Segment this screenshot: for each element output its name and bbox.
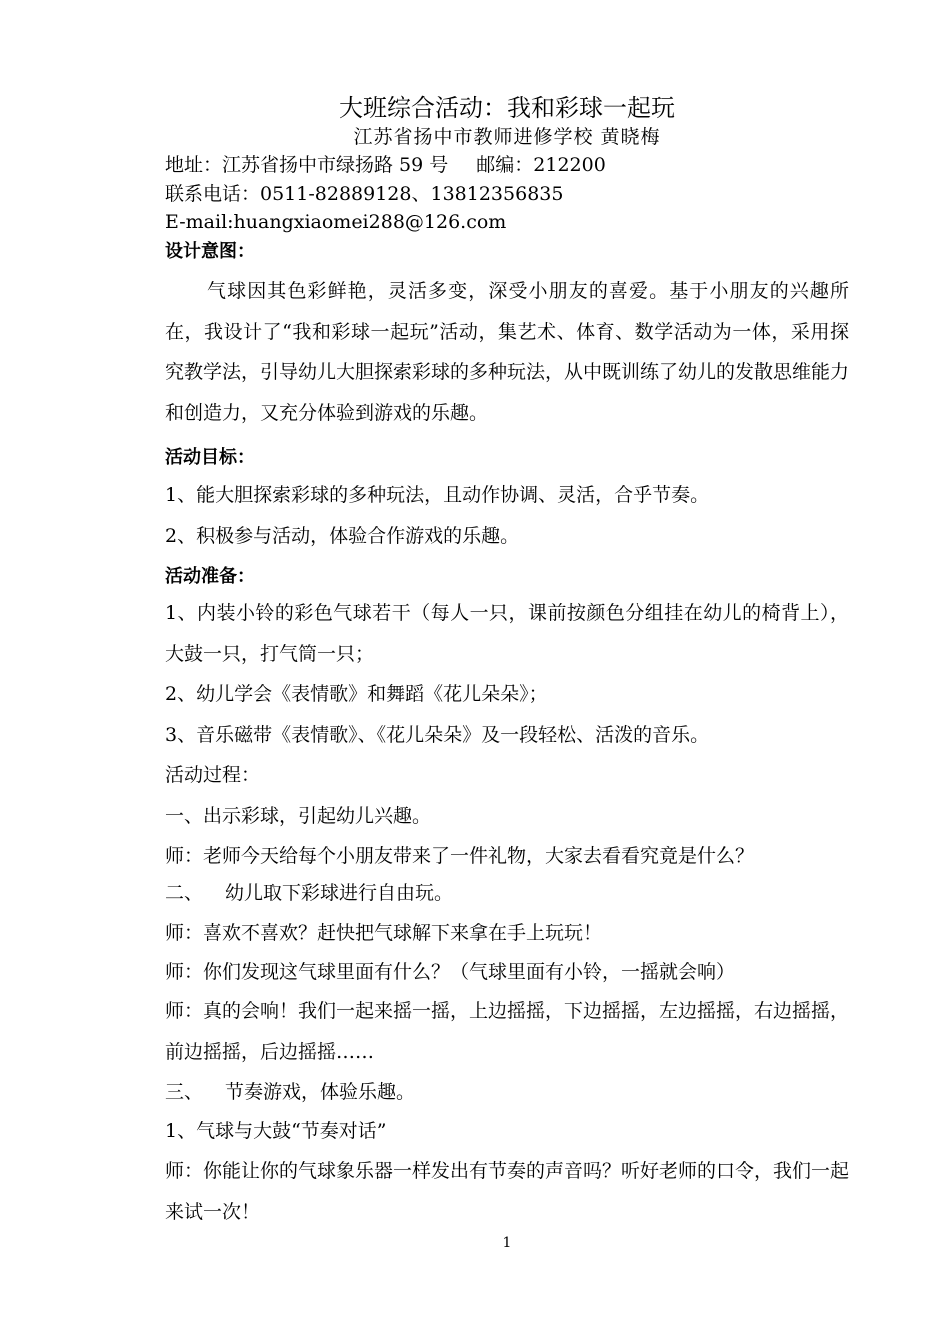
postcode-text: 邮编：212200 xyxy=(476,154,606,176)
design-paragraph: 气球因其色彩鲜艳，灵活多变，深受小朋友的喜爱。基于小朋友的兴趣所在，我设计了“我和彩球一起玩”活动，集艺术、体育、数学活动为一体，采用探究教学法，引导幼儿大胆探索彩球的多种玩法，从中既训练了幼儿的发散思维能力和创造力，又充分体验到游戏的乐趣。 xyxy=(165,280,850,424)
goals-heading: 活动目标： xyxy=(165,447,255,468)
step-3-number: 三、 xyxy=(165,1081,204,1103)
design-heading: 设计意图： xyxy=(165,241,255,262)
address-text: 地址：江苏省扬中市绿扬路 59 号 xyxy=(165,154,449,176)
prep-item-3: 3、音乐磁带《表情歌》、《花儿朵朵》及一段轻松、活泼的音乐。 xyxy=(165,724,710,746)
prep-heading: 活动准备： xyxy=(165,566,255,587)
step-1: 一、出示彩球，引起幼儿兴趣。 xyxy=(165,805,432,827)
goal-item-2: 2、积极参与活动，体验合作游戏的乐趣。 xyxy=(165,525,520,547)
step-3-text: 节奏游戏，体验乐趣。 xyxy=(225,1081,416,1103)
page-number: 1 xyxy=(502,1235,512,1251)
dialogue-line-5: 师：你能让你的气球象乐器一样发出有节奏的声音吗？听好老师的口令，我们一起来试一次！ xyxy=(165,1160,850,1223)
process-heading: 活动过程： xyxy=(165,764,261,786)
prep-item-1: 1、内装小铃的彩色气球若干（每人一只，课前按颜色分组挂在幼儿的椅背上），大鼓一只，打气筒一只； xyxy=(165,602,849,665)
goal-item-1: 1、能大胆探索彩球的多种玩法，且动作协调、灵活，合乎节奏。 xyxy=(165,484,710,506)
step-2-text: 幼儿取下彩球进行自由玩。 xyxy=(225,882,454,904)
email-text: E-mail:huangxiaomei288@126.com xyxy=(165,211,507,233)
step-2 xyxy=(165,879,453,907)
contact-address-row xyxy=(165,151,606,179)
dialogue-line-1: 师：老师今天给每个小朋友带来了一件礼物，大家去看看究竟是什么？ xyxy=(165,845,755,867)
document-title: 大班综合活动：我和彩球一起玩 xyxy=(339,94,675,122)
author-line: 江苏省扬中市教师进修学校 黄晓梅 xyxy=(353,126,661,148)
sub-item-1: 1、气球与大鼓“节奏对话” xyxy=(165,1120,387,1142)
step-3 xyxy=(165,1078,415,1106)
dialogue-line-4: 师：真的会响！我们一起来摇一摇，上边摇摇，下边摇摇，左边摇摇，右边摇摇，前边摇摇，后边摇摇…… xyxy=(165,1000,850,1063)
dialogue-line-2: 师：喜欢不喜欢？赶快把气球解下来拿在手上玩玩！ xyxy=(165,922,603,944)
phone-text: 联系电话：0511-82889128、13812356835 xyxy=(165,183,564,205)
dialogue-line-3: 师：你们发现这气球里面有什么？（气球里面有小铃，一摇就会响） xyxy=(165,961,736,983)
prep-item-2: 2、幼儿学会《表情歌》和舞蹈《花儿朵朵》； xyxy=(165,683,548,705)
step-2-number: 二、 xyxy=(165,882,204,904)
